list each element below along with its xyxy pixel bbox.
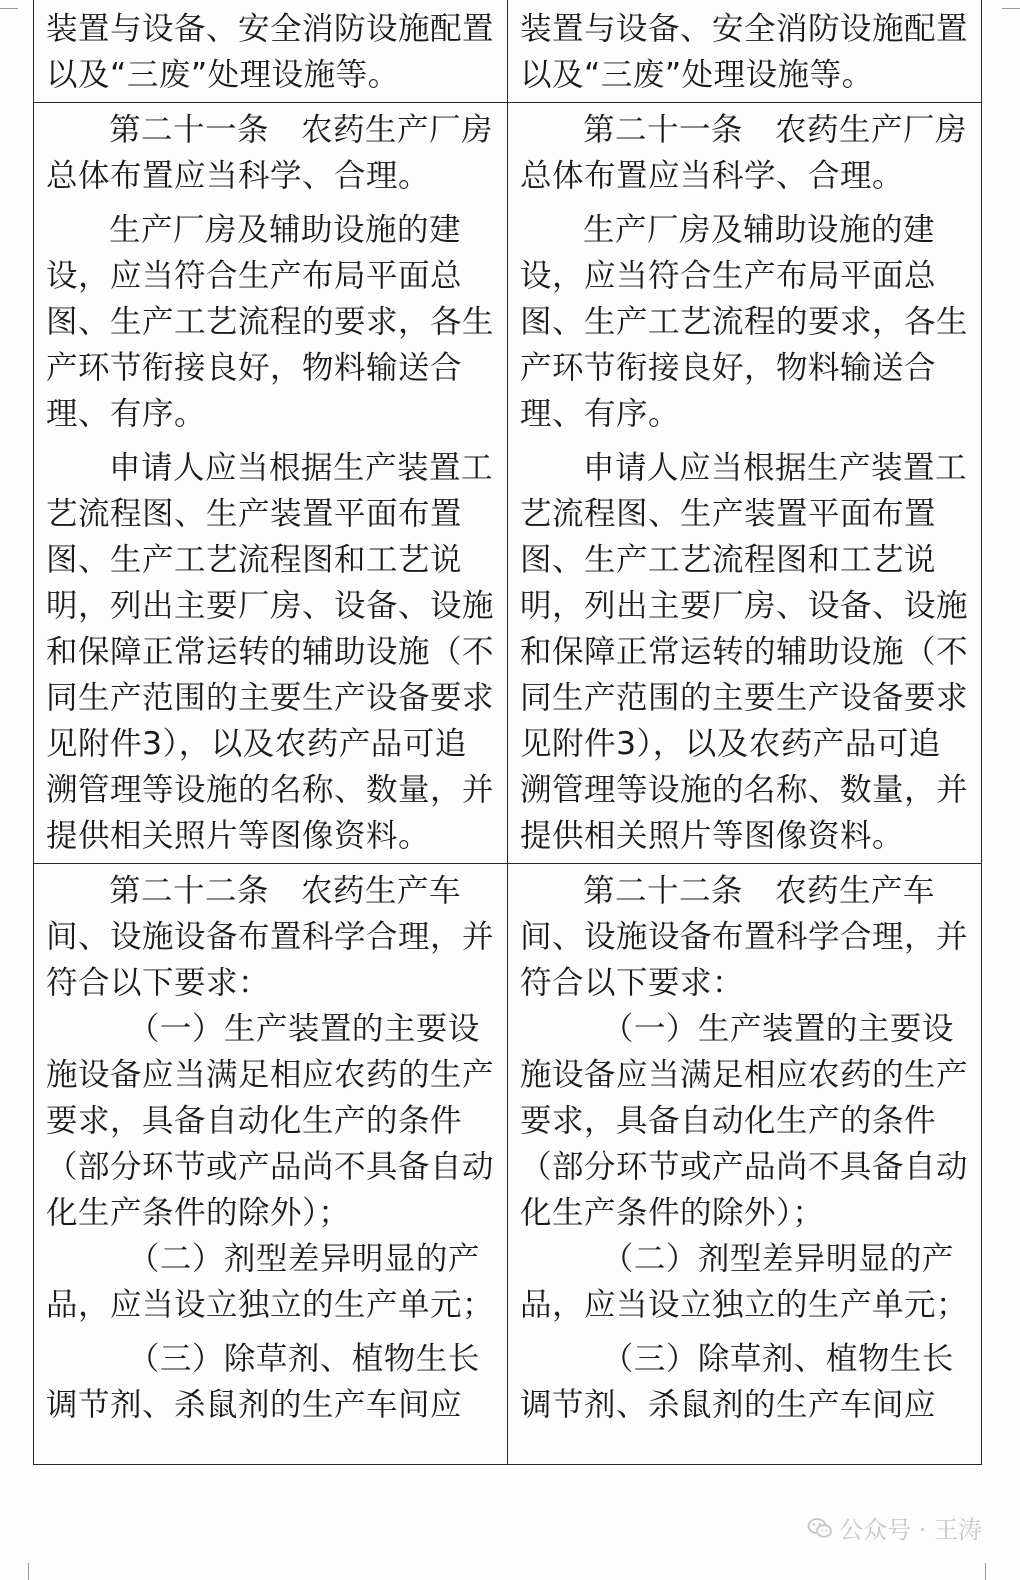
article-heading-paragraph: 第二十二条 农药生产车间、设施设备布置科学合理，并符合以下要求： bbox=[520, 873, 969, 1001]
page-edge-mark bbox=[0, 8, 18, 9]
comparison-table bbox=[33, 0, 982, 1465]
right-cell bbox=[508, 103, 982, 864]
paragraph: 生产厂房及辅助设施的建设，应当符合生产布局平面总图、生产工艺流程的要求，各生产环节衔接良好，物料输送合理、有序。 bbox=[520, 212, 969, 432]
right-cell bbox=[508, 0, 982, 103]
left-cell bbox=[34, 103, 508, 864]
right-cell bbox=[508, 864, 982, 1465]
paragraph: 装置与设备、安全消防设施配置以及“三废”处理设施等。 bbox=[520, 11, 969, 93]
table-row bbox=[34, 0, 982, 103]
list-item: （二）剂型差异明显的产品，应当设立独立的生产单元； bbox=[520, 1241, 969, 1323]
paragraph: 生产厂房及辅助设施的建设，应当符合生产布局平面总图、生产工艺流程的要求，各生产环节衔接良好，物料输送合理、有序。 bbox=[46, 212, 495, 432]
page-edge-mark bbox=[1002, 8, 1020, 9]
article-heading-paragraph: 第二十一条 农药生产厂房总体布置应当科学、合理。 bbox=[46, 112, 494, 194]
paragraph: 申请人应当根据生产装置工艺流程图、生产装置平面布置图、生产工艺流程图和工艺说明，列出主要厂房、设备、设施和保障正常运转的辅助设施（不同生产范围的主要生产设备要求见附件3），以及农药产品可追溯管理等设施的名称、数量，并提供相关照片等图像资料。 bbox=[520, 450, 969, 854]
watermark-text: 公众号 · 王涛 bbox=[839, 1516, 982, 1544]
table-row bbox=[34, 103, 982, 864]
paragraph: 申请人应当根据生产装置工艺流程图、生产装置平面布置图、生产工艺流程图和工艺说明，列出主要厂房、设备、设施和保障正常运转的辅助设施（不同生产范围的主要生产设备要求见附件3），以及农药产品可追溯管理等设施的名称、数量，并提供相关照片等图像资料。 bbox=[46, 450, 495, 854]
left-cell bbox=[34, 864, 508, 1465]
page-edge-mark bbox=[985, 1563, 986, 1580]
article-heading-paragraph: 第二十一条 农药生产厂房总体布置应当科学、合理。 bbox=[520, 112, 968, 194]
page-edge-mark bbox=[28, 1563, 29, 1580]
left-cell bbox=[34, 0, 508, 103]
watermark bbox=[807, 1510, 982, 1545]
wechat-logo-icon bbox=[807, 1515, 833, 1541]
list-item: （二）剂型差异明显的产品，应当设立独立的生产单元； bbox=[46, 1241, 495, 1323]
list-item: （一）生产装置的主要设施设备应当满足相应农药的生产要求，具备自动化生产的条件（部分环节或产品尚不具备自动化生产条件的除外）； bbox=[46, 1011, 495, 1231]
list-item: （一）生产装置的主要设施设备应当满足相应农药的生产要求，具备自动化生产的条件（部分环节或产品尚不具备自动化生产条件的除外）； bbox=[520, 1011, 969, 1231]
list-item: （三）除草剂、植物生长调节剂、杀鼠剂的生产车间应 bbox=[520, 1341, 954, 1423]
table-row bbox=[34, 864, 982, 1465]
list-item: （三）除草剂、植物生长调节剂、杀鼠剂的生产车间应 bbox=[46, 1341, 480, 1423]
article-heading-paragraph: 第二十二条 农药生产车间、设施设备布置科学合理，并符合以下要求： bbox=[46, 873, 495, 1001]
paragraph: 装置与设备、安全消防设施配置以及“三废”处理设施等。 bbox=[46, 11, 495, 93]
